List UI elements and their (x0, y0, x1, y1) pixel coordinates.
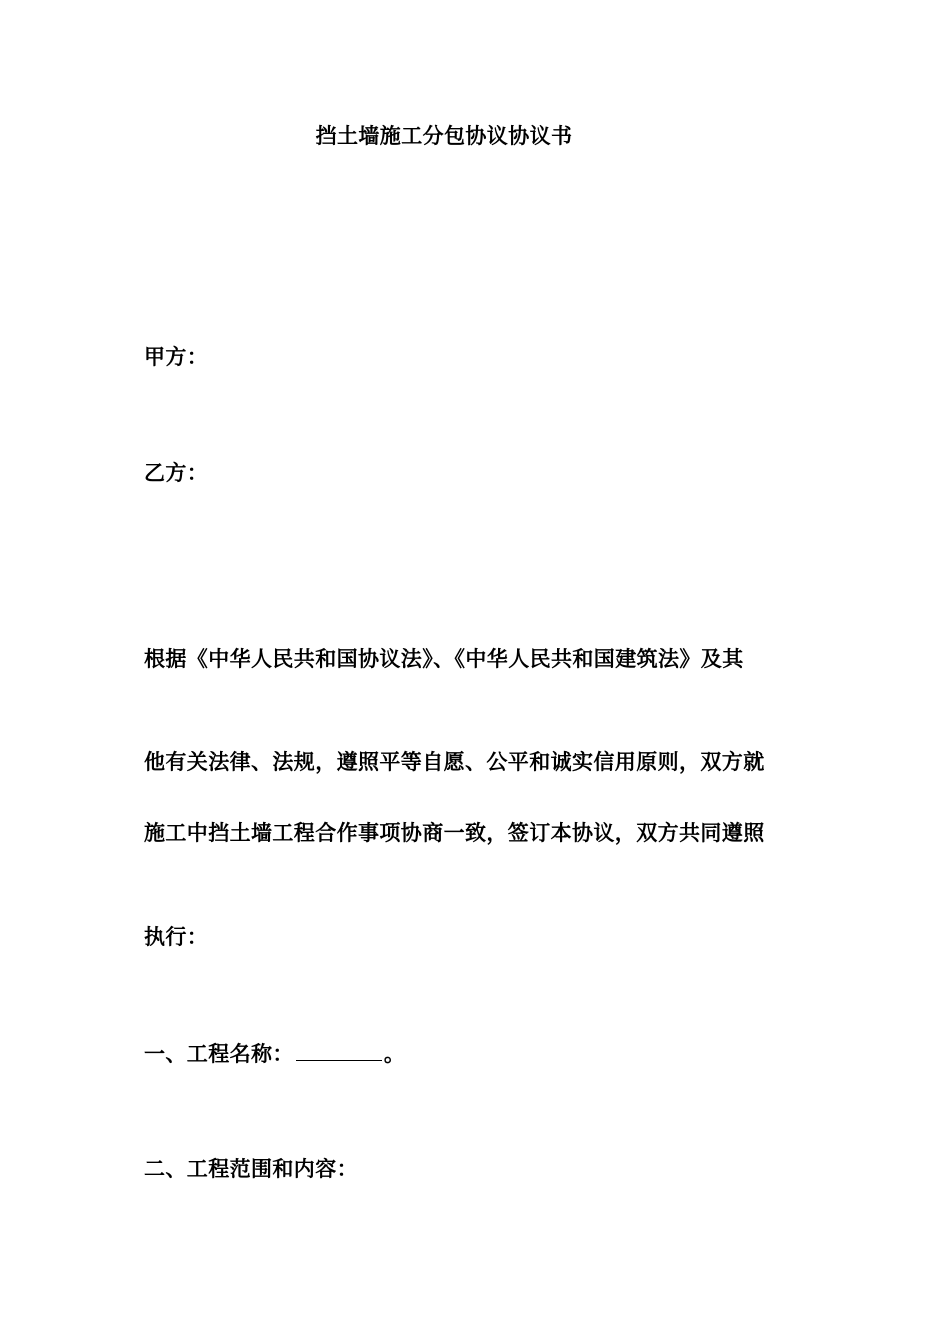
section-1-label: 一、工程名称： (144, 1041, 294, 1066)
preamble-line-4: 执行： (144, 924, 209, 949)
preamble-line-1: 根据《中华人民共和国协议法》、《中华人民共和国建筑法》及其 (144, 646, 744, 671)
document-title: 挡土墙施工分包协议协议书 (315, 123, 573, 148)
party-b-label: 乙方： (144, 460, 209, 485)
preamble-line-3: 施工中挡土墙工程合作事项协商一致，签订本协议，双方共同遵照 (144, 820, 765, 845)
section-1-suffix: 。 (383, 1041, 406, 1066)
party-a-label: 甲方： (144, 344, 209, 369)
project-name-blank (296, 1038, 382, 1061)
section-1-project-name (144, 1038, 405, 1069)
preamble-line-2: 他有关法律、法规，遵照平等自愿、公平和诚实信用原则，双方就 (144, 749, 765, 774)
section-2-scope: 二、工程范围和内容： (144, 1156, 358, 1181)
